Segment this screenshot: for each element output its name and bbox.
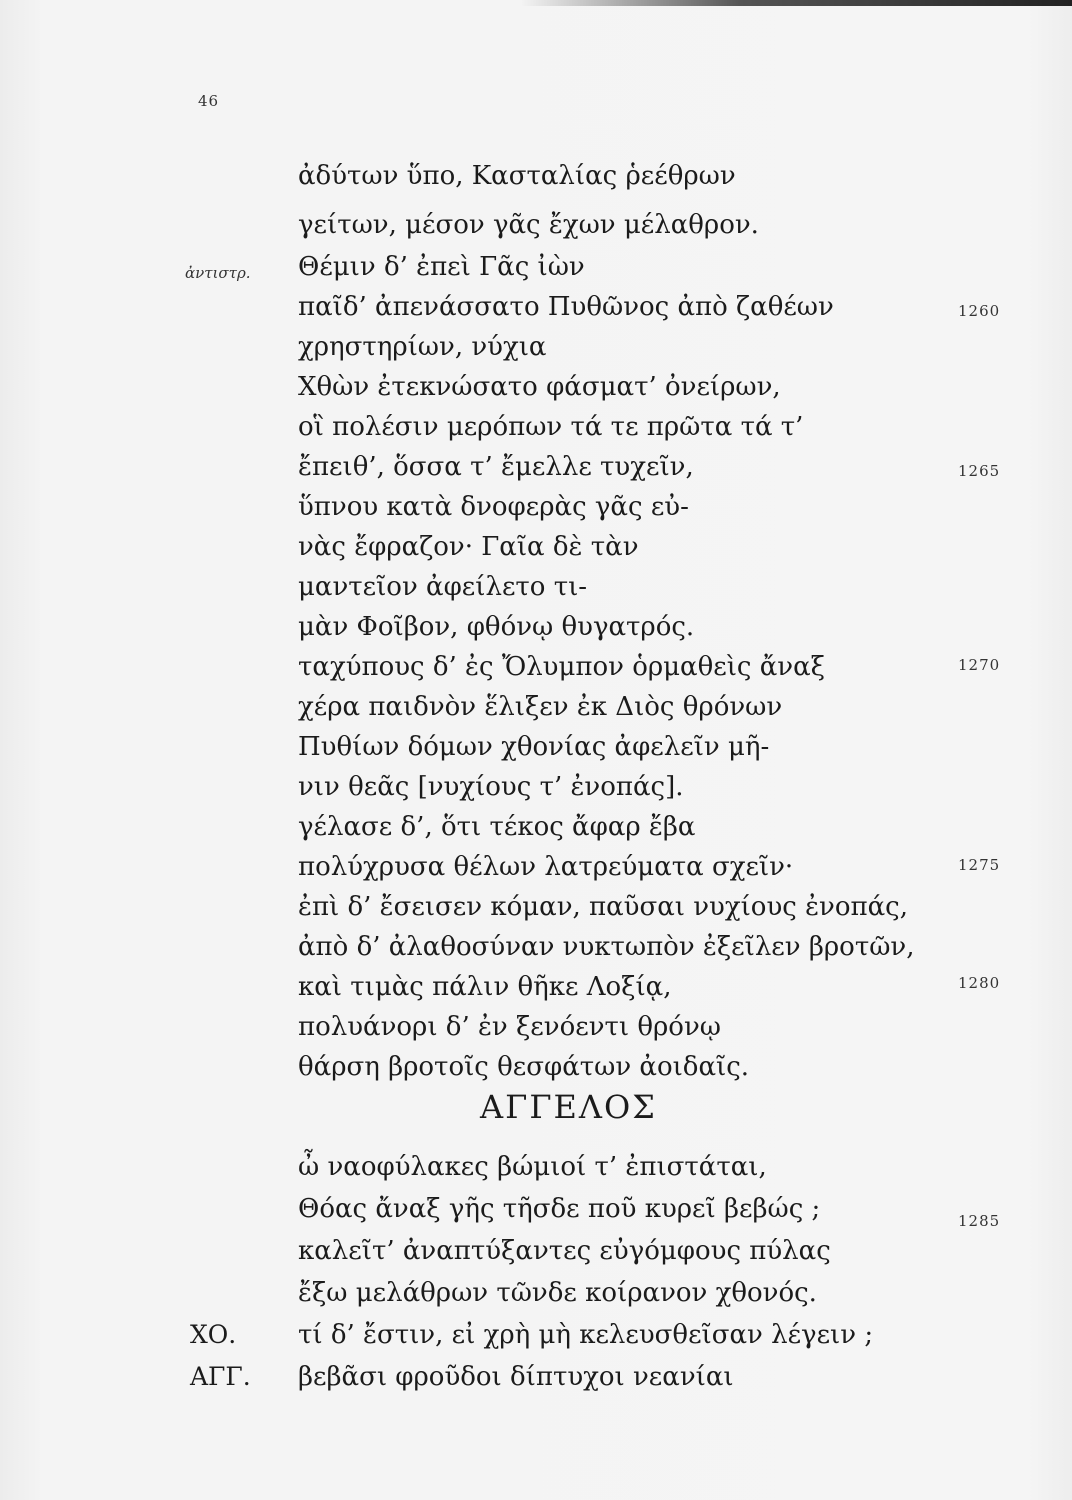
antistrophe-label: ἀντιστρ. [185,264,251,282]
verse-line: ὕπνου κατὰ δνοφερὰς γᾶς εὐ- [298,492,689,522]
messenger-line: ὦ ναοφύλακες βώμιοί τ’ ἐπιστάται, [298,1152,767,1182]
speaker-messenger: ΑΓΓ. [190,1362,251,1391]
line-number: 1285 [958,1212,1001,1230]
messenger-line: ἔξω μελάθρων τῶνδε κοίρανον χθονός. [298,1278,817,1308]
verse-line: Πυθίων δόμων χθονίας ἀφελεῖν μῆ- [298,732,770,762]
line-number: 1270 [958,656,1001,674]
scan-edge-shadow [520,0,1072,6]
page-number: 46 [198,92,220,110]
verse-line: καὶ τιμὰς πάλιν θῆκε Λοξίᾳ, [298,972,672,1002]
speaker-chorus: ΧΟ. [190,1320,237,1349]
verse-line: ἔπειθ’, ὅσσα τ’ ἔμελλε τυχεῖν, [298,452,694,482]
verse-line: χρηστηρίων, νύχια [298,332,547,362]
verse-line: ἀδύτων ὕπο, Κασταλίας ῥεέθρων [298,161,736,191]
verse-line: ἐπὶ δ’ ἔσεισεν κόμαν, παῦσαι νυχίους ἐνοπάς, [298,892,908,922]
verse-line: νιν θεᾶς [νυχίους τ’ ἐνοπάς]. [298,772,684,802]
verse-line: ἀπὸ δ’ ἀλαθοσύναν νυκτωπὸν ἐξεῖλεν βροτῶν, [298,932,915,962]
verse-line: Χθὼν ἐτεκνώσατο φάσματ’ ὀνείρων, [298,372,781,402]
verse-line: μὰν Φοῖβον, φθόνῳ θυγατρός. [298,612,695,642]
messenger-line: Θόας ἄναξ γῆς τῆσδε ποῦ κυρεῖ βεβώς ; [298,1194,821,1224]
line-number: 1280 [958,974,1001,992]
line-number: 1260 [958,302,1001,320]
verse-line: πολύχρυσα θέλων λατρεύματα σχεῖν· [298,852,794,882]
verse-line: μαντεῖον ἀφείλετο τι- [298,572,588,602]
line-number: 1275 [958,856,1001,874]
verse-line: Θέμιν δ’ ἐπεὶ Γᾶς ἰὼν [298,252,585,282]
verse-line: γέλασε δ’, ὅτι τέκος ἄφαρ ἔβα [298,812,696,842]
messenger-line: καλεῖτ’ ἀναπτύξαντες εὐγόμφους πύλας [298,1236,831,1266]
verse-line: πολυάνορι δ’ ἐν ξενόεντι θρόνῳ [298,1012,721,1042]
verse-line: χέρα παιδνὸν ἕλιξεν ἐκ Διὸς θρόνων [298,692,783,722]
verse-line: νὰς ἔφραζον· Γαῖα δὲ τὰν [298,532,639,562]
verse-line: παῖδ’ ἀπενάσσατο Πυθῶνος ἀπὸ ζαθέων [298,292,834,322]
verse-line: γείτων, μέσον γᾶς ἔχων μέλαθρον. [298,210,759,240]
verse-line: ταχύπους δ’ ἐς Ὄλυμπον ὁρμαθεὶς ἄναξ [298,652,825,682]
dialogue-line: βεβᾶσι φροῦδοι δίπτυχοι νεανίαι [298,1362,734,1392]
line-number: 1265 [958,462,1001,480]
speaker-heading: ΑΓΓΕΛΟΣ [480,1088,657,1126]
verse-line: οἳ πολέσιν μερόπων τά τε πρῶτα τά τ’ [298,412,804,442]
verse-line: θάρση βροτοῖς θεσφάτων ἀοιδαῖς. [298,1052,750,1082]
dialogue-line: τί δ’ ἔστιν, εἰ χρὴ μὴ κελευσθεῖσαν λέγειν ; [298,1320,874,1350]
